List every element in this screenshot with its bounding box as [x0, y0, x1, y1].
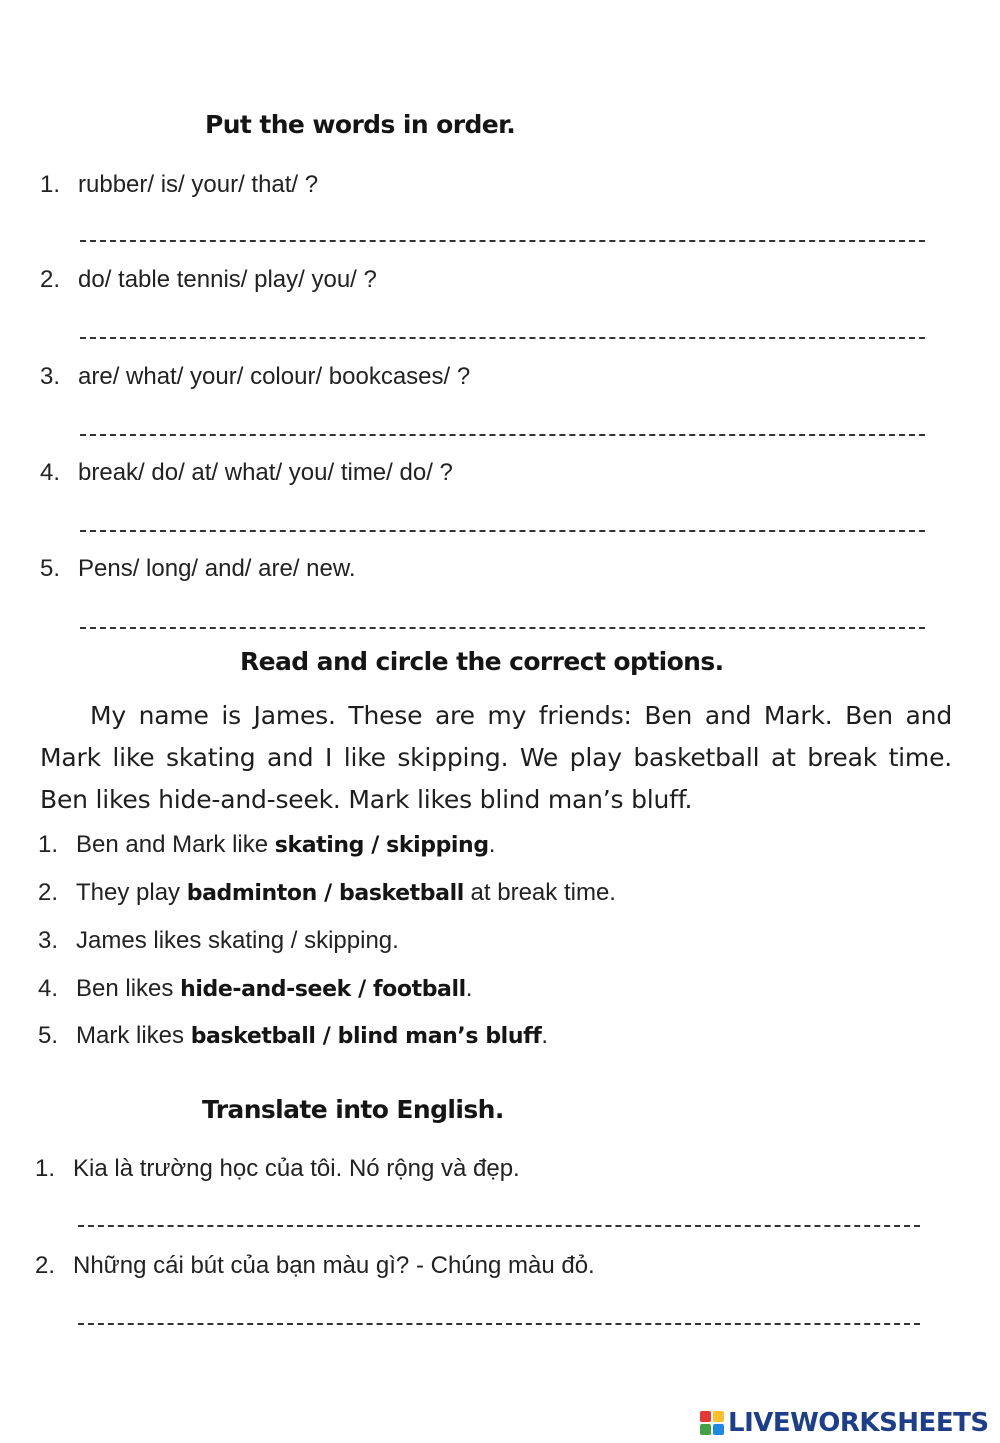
item-text-end: .: [488, 831, 496, 858]
item-text: Mark likes: [76, 1022, 191, 1049]
answer-line-1[interactable]: [80, 240, 925, 242]
order-item-5: [40, 554, 356, 584]
item-number: 2.: [35, 1252, 56, 1279]
circle-item-4: [38, 974, 472, 1005]
item-text: break/ do/ at/ what/ you/ time/ do/ ?: [78, 459, 453, 486]
answer-line-5[interactable]: [80, 627, 925, 629]
item-text: Những cái bút của bạn màu gì? - Chúng màu đỏ.: [73, 1252, 595, 1279]
reading-passage: My name is James. These are my friends: Ben and Mark. Ben and Mark like skating and I like skipping. We play basketball at break time. Ben likes hide-and-seek. Mark likes blind man’s bluff.: [40, 701, 952, 814]
item-text: Ben likes: [76, 975, 181, 1002]
translate-item-1: [35, 1154, 520, 1184]
answer-line-3[interactable]: [80, 434, 925, 436]
answer-line-4[interactable]: [80, 530, 925, 532]
item-number: 2.: [40, 266, 61, 293]
circle-item-2: [38, 878, 616, 909]
logo-square: [700, 1424, 711, 1435]
option-pair[interactable]: hide-and-seek / football: [180, 977, 466, 1002]
item-number: 5.: [40, 555, 61, 582]
item-text: Ben and Mark like: [76, 831, 275, 858]
logo-square: [713, 1424, 724, 1435]
translate-answer-line-2[interactable]: [78, 1323, 920, 1325]
order-item-1: [40, 170, 318, 200]
answer-line-2[interactable]: [80, 337, 925, 339]
item-text: rubber/ is/ your/ that/ ?: [78, 171, 319, 198]
logo-square: [713, 1411, 724, 1422]
order-item-3: [40, 362, 470, 392]
liveworksheets-logo[interactable]: [700, 1408, 989, 1438]
item-number: 2.: [38, 879, 59, 906]
option-pair[interactable]: skating / skipping: [274, 833, 489, 858]
section2-heading: Read and circle the correct options.: [240, 647, 724, 676]
item-text: are/ what/ your/ colour/ bookcases/ ?: [78, 363, 471, 390]
item-text: do/ table tennis/ play/ you/ ?: [78, 266, 377, 293]
item-text-end: .: [541, 1022, 549, 1049]
translate-answer-line-1[interactable]: [78, 1225, 920, 1227]
section3-heading: Translate into English.: [202, 1095, 504, 1124]
option-pair[interactable]: badminton / basketball: [186, 881, 464, 906]
logo-squares-icon: [700, 1411, 724, 1435]
circle-item-1: [38, 830, 495, 861]
item-number: 5.: [38, 1022, 59, 1049]
item-text[interactable]: James likes skating / skipping.: [76, 927, 399, 954]
item-text-end: .: [465, 975, 473, 1002]
item-text: They play: [76, 879, 187, 906]
order-item-2: [40, 265, 377, 295]
item-number: 4.: [40, 459, 61, 486]
circle-item-3: [38, 926, 399, 956]
item-number: 1.: [38, 831, 59, 858]
item-number: 1.: [35, 1155, 56, 1182]
item-text: Pens/ long/ and/ are/ new.: [78, 555, 356, 582]
item-number: 3.: [38, 927, 59, 954]
translate-item-2: [35, 1251, 595, 1281]
section1-heading: Put the words in order.: [205, 110, 516, 139]
item-text: Kia là trường học của tôi. Nó rộng và đẹp.: [73, 1155, 520, 1182]
item-number: 3.: [40, 363, 61, 390]
item-number: 1.: [40, 171, 61, 198]
option-pair[interactable]: basketball / blind man’s bluff: [190, 1024, 542, 1049]
logo-text: LIVEWORKSHEETS: [728, 1408, 989, 1438]
item-number: 4.: [38, 975, 59, 1002]
item-text-end: at break time.: [463, 879, 616, 906]
order-item-4: [40, 458, 453, 488]
logo-square: [700, 1411, 711, 1422]
circle-item-5: [38, 1021, 548, 1052]
